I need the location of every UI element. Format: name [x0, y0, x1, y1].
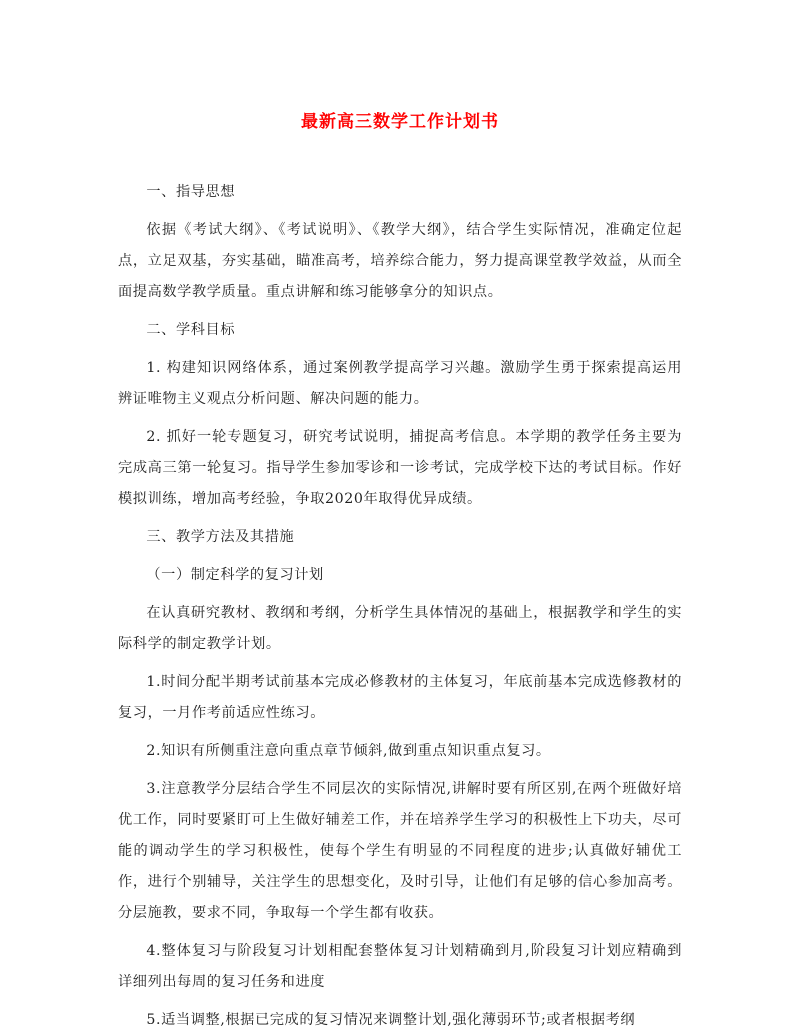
paragraph-guiding-ideology: 依据《考试大纲》、《考试说明》、《教学大纲》，结合学生实际情况，准确定位起点，立足双基，夯实基础，瞄准高考，培养综合能力，努力提高课堂教学效益，从而全面提高数学教学质量。重点讲解和练习能够拿分的知识点。	[118, 222, 682, 300]
paragraph-review-plan: 在认真研究教材、教纲和考纲，分析学生具体情况的基础上，根据教学和学生的实际科学的制定教学计划。	[118, 605, 682, 652]
paragraph-goal-2: 2. 抓好一轮专题复习，研究考试说明，捕捉高考信息。本学期的教学任务主要为完成高三第一轮复习。指导学生参加零诊和一诊考试，完成学校下达的考试目标。作好模拟训练，增加高考经验，争取2020年取得优异成绩。	[118, 429, 682, 507]
section-heading-methods: 三、教学方法及其措施	[146, 529, 295, 545]
paragraph-method-3: 3.注意教学分层结合学生不同层次的实际情况,讲解时要有所区别,在两个班做好培优工作，同时要紧盯可上生做好辅差工作，并在培养学生学习的积极性上下功夫，尽可能的调动学生的学习积极性，使每个学生有明显的不同程度的进步;认真做好辅优工作，进行个别辅导，关注学生的思想变化，及时引导，让他们有足够的信心参加高考。分层施教，要求不同，争取每一个学生都有收获。	[118, 781, 682, 921]
paragraph-goal-1: 1. 构建知识网络体系，通过案例教学提高学习兴趣。激励学生勇于探索提高运用辨证唯物主义观点分析问题、解决问题的能力。	[118, 360, 682, 407]
subsection-heading-review-plan: （一）制定科学的复习计划	[146, 567, 324, 583]
paragraph-method-5: 5.适当调整,根据已完成的复习情况来调整计划,强化薄弱环节;或者根据考纲	[146, 1012, 636, 1028]
paragraph-method-4: 4.整体复习与阶段复习计划相配套整体复习计划精确到月,阶段复习计划应精确到详细列出每周的复习任务和进度	[118, 943, 682, 990]
document-title: 最新高三数学工作计划书	[301, 112, 499, 132]
section-heading-guiding-ideology: 一、指导思想	[146, 184, 236, 200]
section-heading-subject-goals: 二、学科目标	[146, 322, 236, 338]
document-body	[118, 177, 682, 1036]
paragraph-method-2: 2.知识有所侧重注意向重点章节倾斜,做到重点知识重点复习。	[146, 743, 551, 759]
paragraph-method-1: 1.时间分配半期考试前基本完成必修教材的主体复习，年底前基本完成选修教材的复习，一月作考前适应性练习。	[118, 674, 682, 721]
